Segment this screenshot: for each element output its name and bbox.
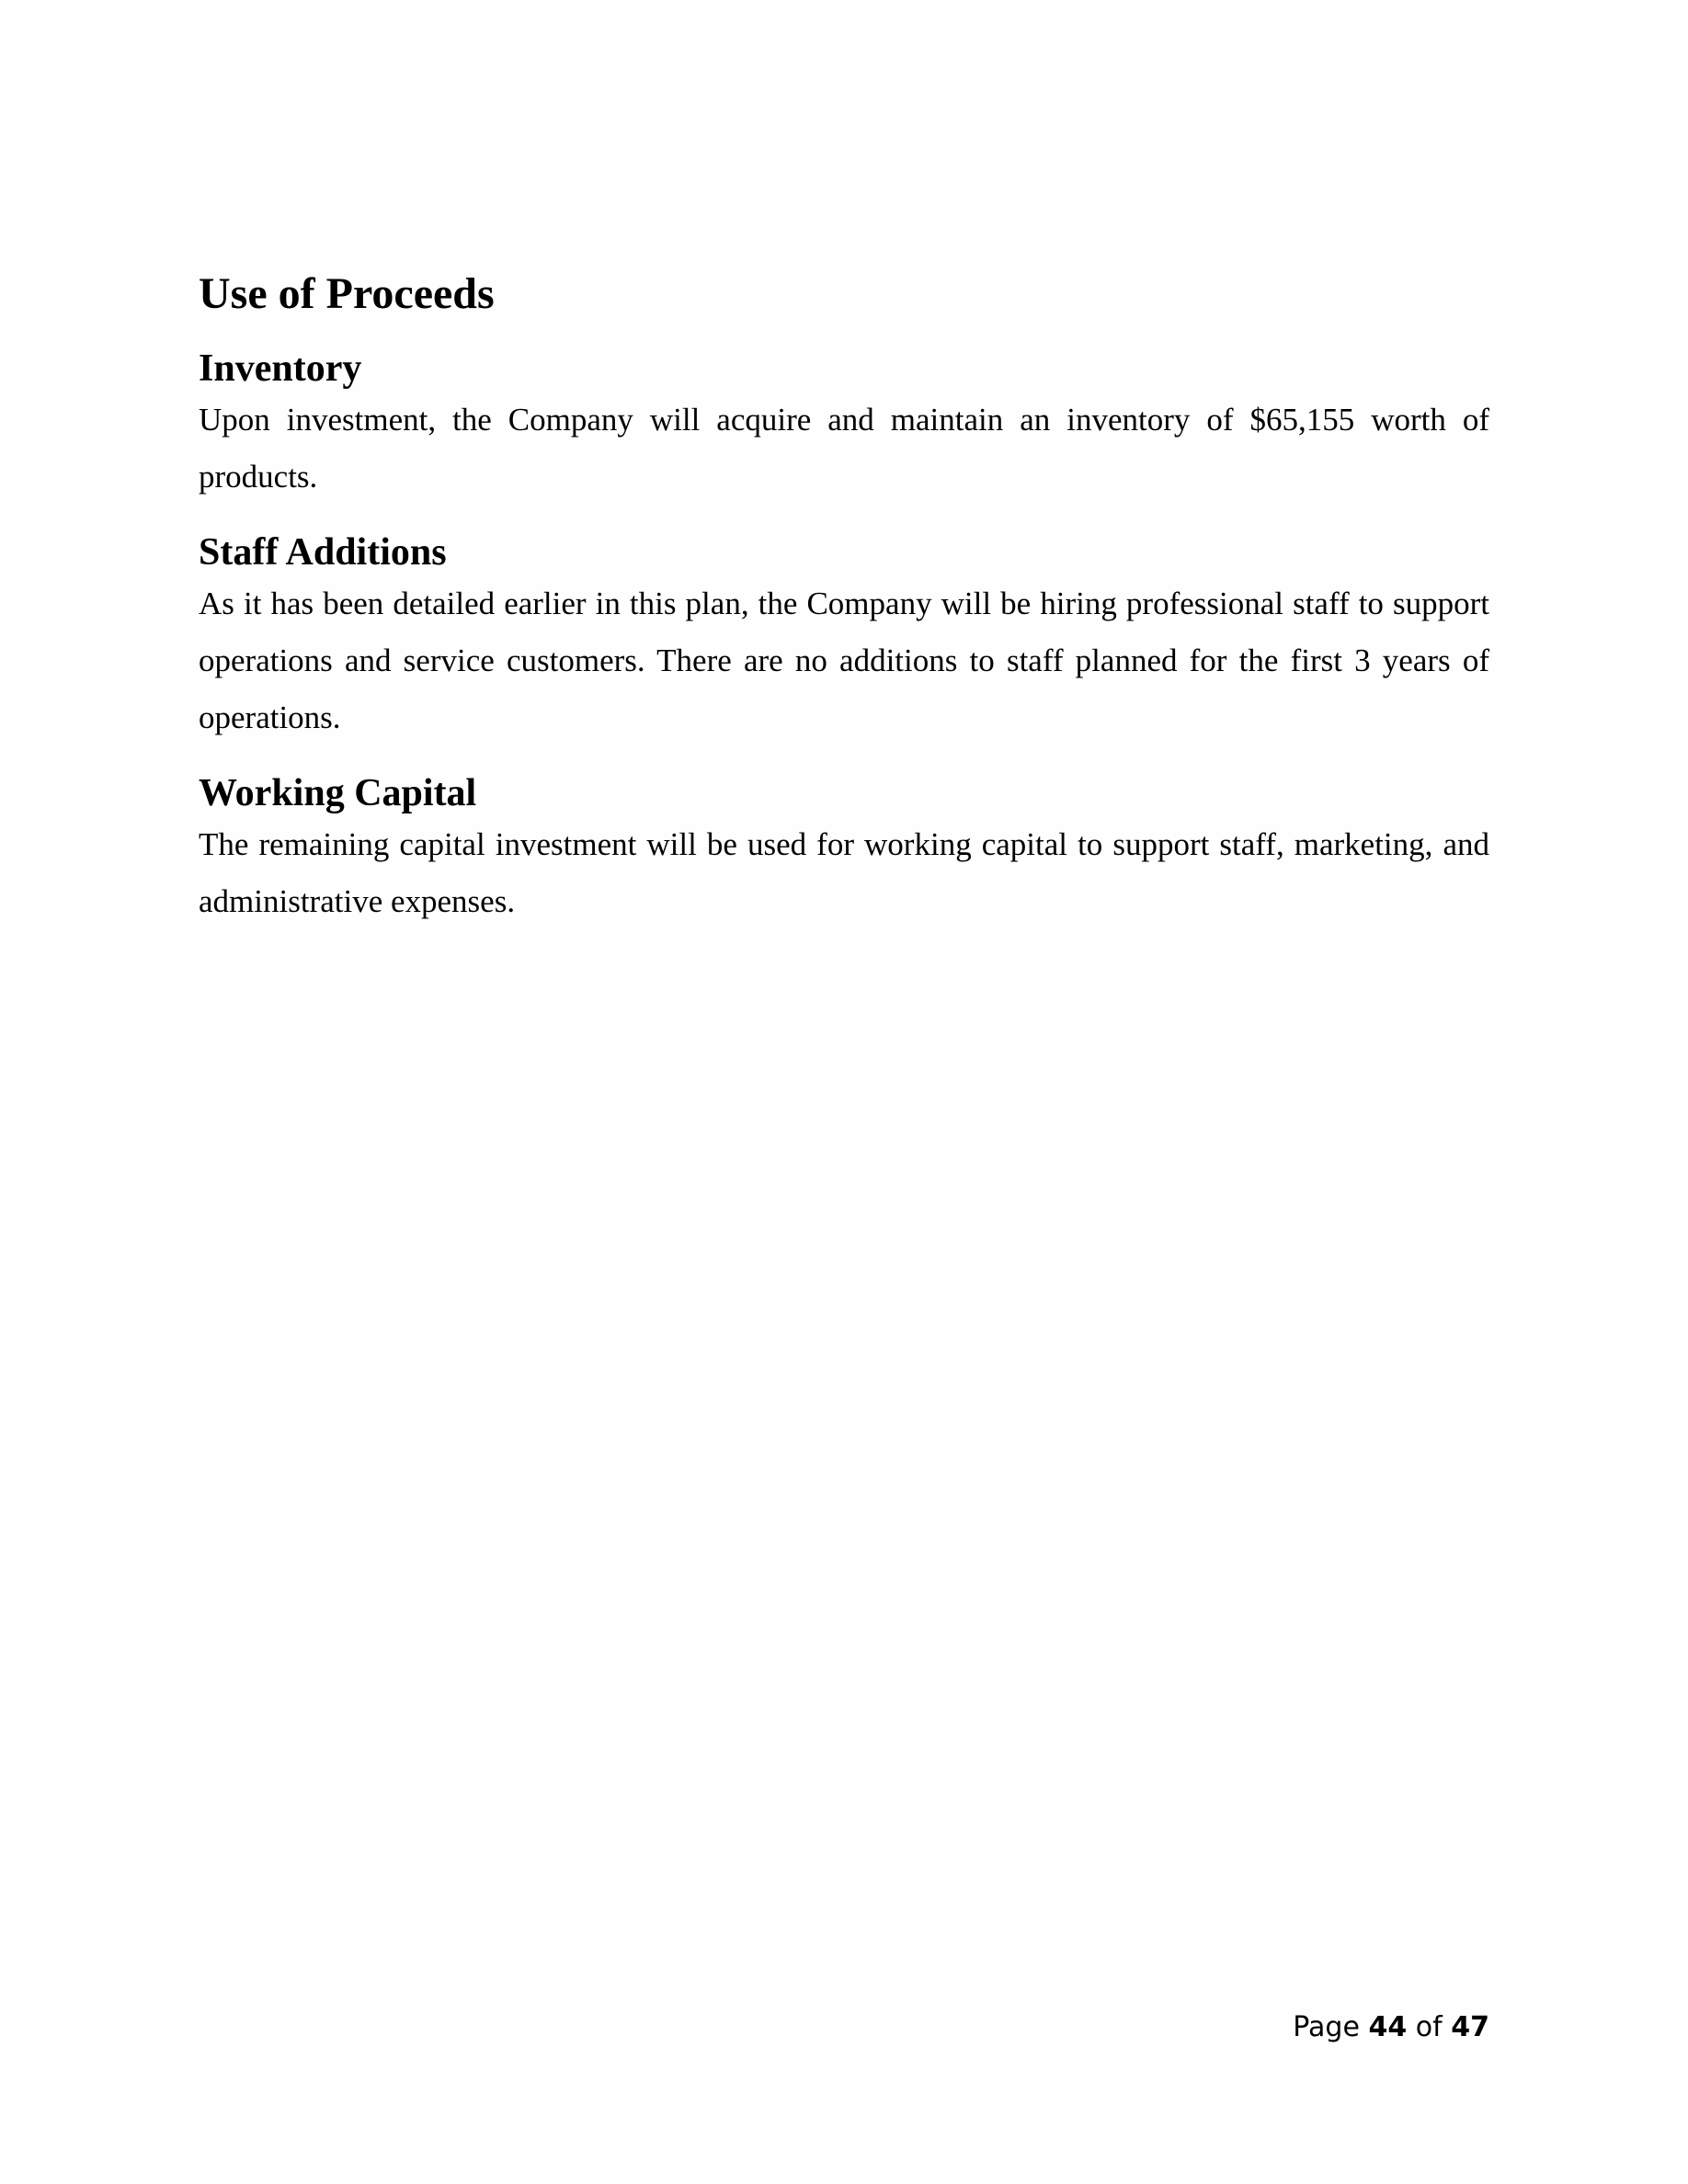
section-body: As it has been detailed earlier in this plan, the Company will be hiring professional staff to support operations and service customers. There are no additions to staff planned for the first 3 years of operations.: [199, 586, 1489, 735]
section-heading: Staff Additions: [199, 531, 447, 574]
current-page-number: 44: [1368, 2011, 1408, 2043]
section-heading: Inventory: [199, 347, 362, 390]
page-number-footer: [1293, 2009, 1489, 2046]
section-heading: Working Capital: [199, 772, 477, 814]
section-body: The remaining capital investment will be used for working capital to support staff, marketing, and administrative expenses.: [199, 826, 1489, 919]
of-label: of: [1415, 2011, 1443, 2043]
page-content: [199, 267, 1489, 954]
page-title: Use of Proceeds: [199, 269, 495, 318]
total-pages-number: 47: [1451, 2011, 1489, 2043]
section-body: Upon investment, the Company will acquire and maintain an inventory of $65,155 worth of products.: [199, 402, 1489, 495]
section-staff-additions: [199, 529, 1489, 746]
section-inventory: [199, 346, 1489, 506]
page-label: Page: [1293, 2011, 1360, 2043]
section-working-capital: [199, 770, 1489, 930]
